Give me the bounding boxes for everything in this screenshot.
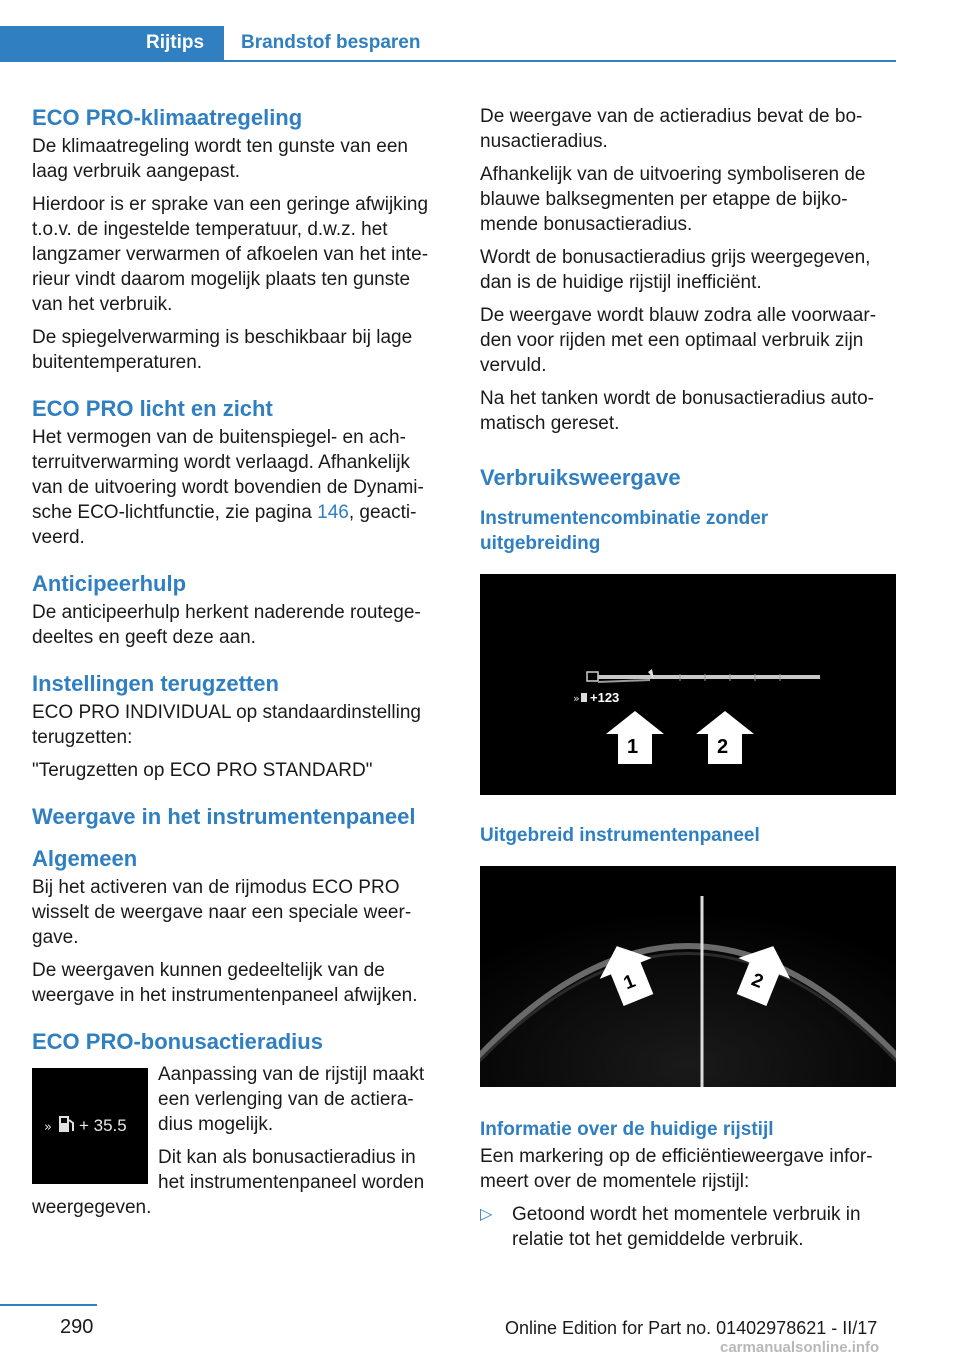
- edition-note: Online Edition for Part no. 01402978621 - II/17: [505, 1318, 878, 1338]
- page-header: [0, 26, 896, 62]
- extended-cluster-image: [480, 866, 896, 1087]
- text: Het vermogen van de buitenspiegel- en ach‐ terruitverwarming wordt verlaagd. Afhankelijk van de uitvoering wordt bovendien de Dynami‐ sche ECO-lichtfunctie, zie pagina: [32, 427, 424, 523]
- paragraph: Aanpassing van de rijstijl maakt een verlenging van de actiera‐ dius mogelijk.: [158, 1064, 425, 1135]
- paragraph: Na het tanken wordt de bonusactieradius auto‐ matisch gereset.: [480, 388, 874, 434]
- text: , geacti‐ veerd.: [32, 502, 417, 548]
- paragraph: [32, 425, 448, 550]
- bonus-value: + 35.5: [79, 1116, 127, 1135]
- left-column: [32, 100, 448, 1220]
- range-value: +123: [590, 690, 620, 705]
- basic-cluster-image: [480, 574, 896, 795]
- page-number: 290: [60, 1316, 94, 1338]
- chapter-tab: Rijtips: [0, 26, 224, 62]
- paragraph: De spiegelverwarming is beschikbaar bij lage buitentemperaturen.: [32, 327, 413, 373]
- subheading-driving-style: Informatie over de huidige rijstijl: [480, 1119, 774, 1140]
- paragraph: ECO PRO INDIVIDUAL op standaardinstelling terugzetten:: [32, 702, 421, 748]
- paragraph: De anticipeerhulp herkent naderende routege‐ deeltes en geeft deze aan.: [32, 602, 421, 648]
- right-column: [480, 100, 896, 1252]
- subheading-basic-cluster: Instrumentencombinatie zonder uitgebreiding: [480, 508, 769, 554]
- footer-rule: [0, 1304, 97, 1306]
- bonus-range-block: [32, 1062, 448, 1220]
- paragraph: Een markering op de efficiëntieweergave infor‐ meert over de momentele rijstijl:: [480, 1146, 873, 1192]
- page-link[interactable]: 146: [317, 502, 349, 523]
- paragraph: De klimaatregeling wordt ten gunste van een laag verbruik aangepast.: [32, 136, 409, 182]
- heading-bonus-range: ECO PRO-bonusactieradius: [32, 1029, 323, 1054]
- arrow-label: 2: [717, 736, 729, 758]
- svg-text:»: »: [44, 1120, 52, 1135]
- fuel-pump-icon: [59, 1116, 73, 1132]
- arrow-label: 2: [748, 969, 767, 993]
- bonus-range-image: [32, 1068, 148, 1184]
- paragraph: Dit kan als bonusactieradius in het instrumentenpaneel worden weergegeven.: [32, 1147, 425, 1218]
- paragraph: De weergaven kunnen gedeeltelijk van de weergave in het instrumentenpaneel afwijken.: [32, 960, 418, 1006]
- heading-anticipation: Anticipeerhulp: [32, 571, 187, 596]
- section-title: Brandstof besparen: [241, 32, 421, 53]
- basic-cluster-illustration: [480, 574, 896, 795]
- paragraph: "Terugzetten op ECO PRO STANDARD": [32, 760, 373, 781]
- bonus-range-display: [32, 1068, 148, 1184]
- heading-consumption-display: Verbruiksweergave: [480, 465, 681, 490]
- heading-instrument-display: Weergave in het instrumentenpaneel: [32, 804, 416, 829]
- heading-general: Algemeen: [32, 846, 138, 871]
- paragraph: Hierdoor is er sprake van een geringe afwijking t.o.v. de ingestelde temperatuur, d.w.z. het langzamer verwarmen of afkoelen van het inte‐ rieur vindt daarom mogelijk plaats ten gunste van het verbruik.: [32, 194, 429, 315]
- paragraph: Bij het activeren van de rijmodus ECO PRO wisselt de weergave naar een speciale weer‐ gave.: [32, 877, 412, 948]
- subheading-extended-cluster: Uitgebreid instrumentenpaneel: [480, 825, 760, 846]
- paragraph: Afhankelijk van de uitvoering symboliseren de blauwe balksegmenten per etappe de bijko‐ mende bonusactieradius.: [480, 164, 866, 235]
- heading-eco-pro-light: ECO PRO licht en zicht: [32, 396, 273, 421]
- extended-cluster-illustration: [480, 866, 896, 1087]
- paragraph: De weergave van de actieradius bevat de bo‐ nusactieradius.: [480, 106, 863, 152]
- paragraph: De weergave wordt blauw zodra alle voorwaar‐ den voor rijden met een optimaal verbruik zijn vervuld.: [480, 305, 877, 376]
- list-item: [480, 1202, 896, 1252]
- bullet-triangle-icon: ▷: [480, 1206, 493, 1223]
- svg-text:»: »: [573, 692, 580, 705]
- list-item-text: Getoond wordt het momentele verbruik in relatie tot het gemiddelde verbruik.: [512, 1204, 861, 1250]
- arrow-label: 1: [627, 736, 639, 758]
- arrow-label: 1: [620, 970, 639, 995]
- heading-eco-pro-climate: ECO PRO-klimaatregeling: [32, 105, 303, 130]
- paragraph: Wordt de bonusactieradius grijs weergegeven, dan is de huidige rijstijl inefficiënt.: [480, 247, 871, 293]
- heading-reset-settings: Instellingen terugzetten: [32, 671, 279, 696]
- watermark: carmanualsonline.info: [720, 1339, 880, 1356]
